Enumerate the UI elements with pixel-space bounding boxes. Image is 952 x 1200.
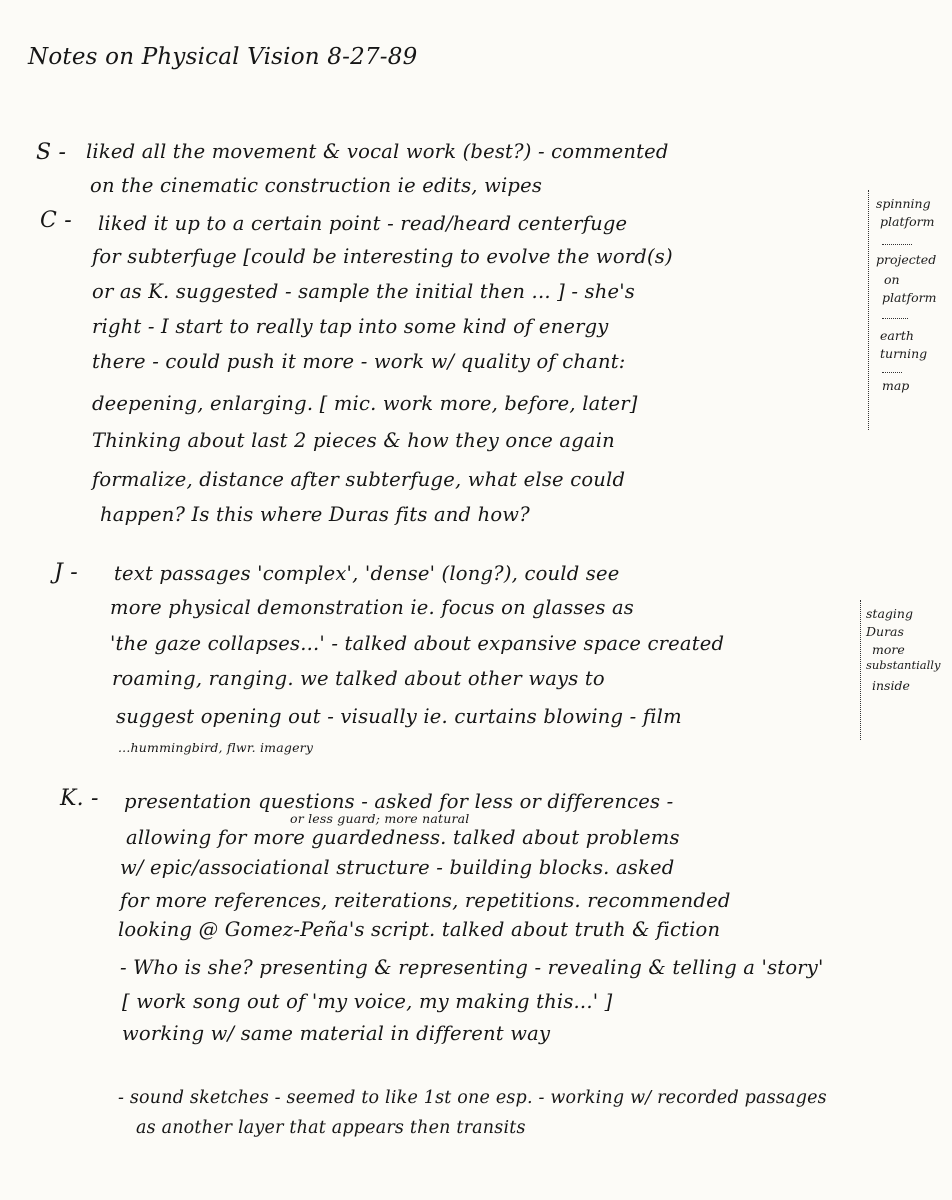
margin-note-line: on xyxy=(884,272,900,287)
note-line: 'the gaze collapses...' - talked about expansive space created xyxy=(110,632,725,655)
note-line: text passages 'complex', 'dense' (long?), could see xyxy=(114,562,620,585)
note-line: Thinking about last 2 pieces & how they once again xyxy=(92,429,615,452)
margin-note-line: more xyxy=(872,642,905,657)
note-line: for subterfuge [could be interesting to evolve the word(s) xyxy=(92,245,673,268)
margin-note-line: map xyxy=(882,378,910,393)
margin-note-line: spinning xyxy=(876,196,931,211)
margin-divider xyxy=(868,190,869,430)
note-line: liked all the movement & vocal work (best?) - commented xyxy=(86,140,669,163)
note-line: formalize, distance after subterfuge, what else could xyxy=(92,468,626,491)
margin-divider xyxy=(882,318,908,319)
speaker-label-c: C - xyxy=(40,208,72,233)
note-insert: or less guard; more natural xyxy=(290,811,470,826)
note-line: liked it up to a certain point - read/heard centerfuge xyxy=(98,212,628,235)
note-line: w/ epic/associational structure - building blocks. asked xyxy=(120,856,675,879)
note-line: working w/ same material in different way xyxy=(122,1022,551,1045)
speaker-label-s: S - xyxy=(36,140,67,165)
note-line: or as K. suggested - sample the initial then ... ] - she's xyxy=(92,280,636,303)
note-line: allowing for more guardedness. talked about problems xyxy=(126,826,680,849)
margin-note-line: staging xyxy=(866,606,913,621)
note-line: as another layer that appears then transits xyxy=(136,1118,526,1138)
margin-note-line: turning xyxy=(880,346,928,361)
margin-note-line: inside xyxy=(872,678,910,693)
note-line: - Who is she? presenting & representing - revealing & telling a 'story' xyxy=(120,956,824,979)
margin-note-line: Duras xyxy=(866,624,904,639)
note-line: suggest opening out - visually ie. curtains blowing - film xyxy=(116,705,682,728)
note-line: deepening, enlarging. [ mic. work more, before, later] xyxy=(92,392,638,415)
margin-divider xyxy=(882,372,902,373)
note-line: [ work song out of 'my voice, my making this...' ] xyxy=(122,990,613,1013)
note-line: there - could push it more - work w/ quality of chant: xyxy=(92,350,626,373)
margin-note-line: platform xyxy=(882,290,937,305)
margin-divider xyxy=(860,600,861,740)
note-line: for more references, reiterations, repetitions. recommended xyxy=(120,889,731,912)
note-line: - sound sketches - seemed to like 1st one esp. - working w/ recorded passages xyxy=(118,1088,827,1108)
note-line: on the cinematic construction ie edits, wipes xyxy=(90,174,543,197)
note-line: happen? Is this where Duras fits and how? xyxy=(100,503,530,526)
note-line-small: ...hummingbird, flwr. imagery xyxy=(118,740,314,755)
speaker-label-k: K. - xyxy=(60,786,99,811)
note-line: more physical demonstration ie. focus on glasses as xyxy=(110,596,634,619)
note-line: presentation questions - asked for less or differences - xyxy=(124,790,674,813)
margin-note-line: projected xyxy=(876,252,937,267)
note-line: roaming, ranging. we talked about other ways to xyxy=(112,667,605,690)
margin-note-line: earth xyxy=(880,328,914,343)
note-line: looking @ Gomez-Peña's script. talked about truth & fiction xyxy=(118,918,721,941)
note-line: right - I start to really tap into some kind of energy xyxy=(92,315,609,338)
page-title: Notes on Physical Vision 8-27-89 xyxy=(28,44,418,70)
margin-note-line: substantially xyxy=(866,658,941,672)
margin-note-line: platform xyxy=(880,214,935,229)
margin-divider xyxy=(882,244,912,245)
speaker-label-j: J - xyxy=(54,560,78,585)
